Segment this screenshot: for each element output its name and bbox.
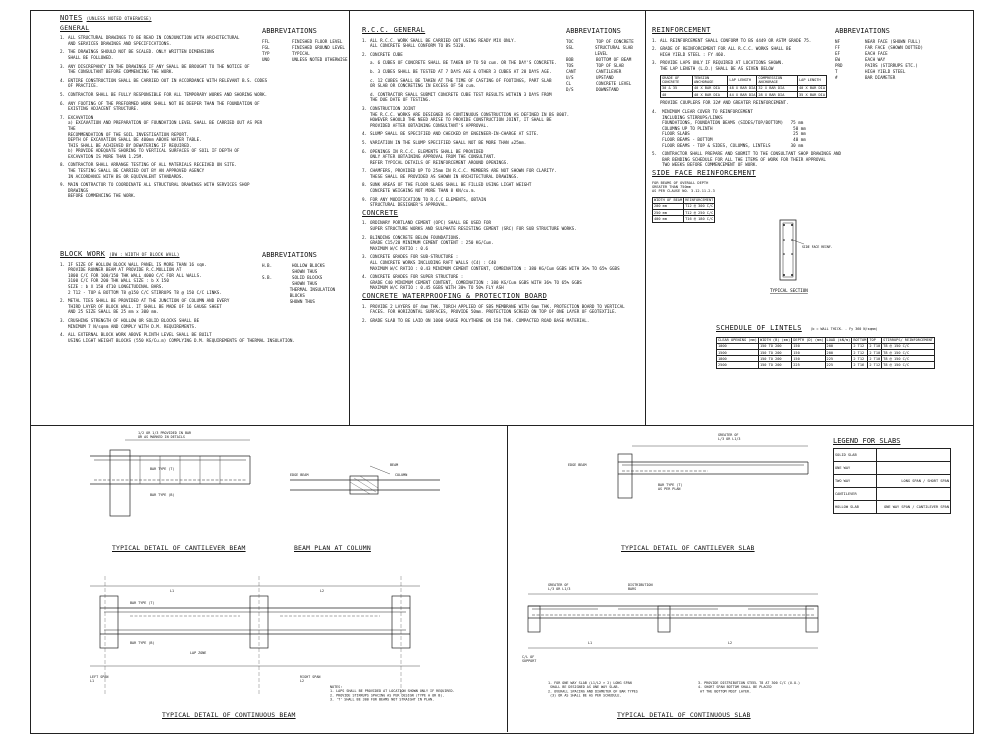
abbr-row: H.B. HOLLOW BLOCKS SHOWN THUS bbox=[262, 263, 325, 274]
rcc-note-item: 8. SUNK AREAS OF THE FLOOR SLABS SHALL BE FILLED USING LIGHT WEIGHT CONCRETE WEIGHING NOT MORE THAN 8 KN/cu.m. bbox=[362, 182, 532, 194]
rebar-dot bbox=[783, 239, 785, 241]
abbr-row: TYP TYPICAL bbox=[262, 51, 310, 56]
cont-slab-support bbox=[806, 606, 818, 632]
cts-l1: L1 bbox=[588, 641, 593, 645]
lintel-header: DEPTH (D) (mm) bbox=[793, 338, 824, 343]
lintel-header: BOTTOM bbox=[853, 338, 867, 343]
waterproof-note-item: 1. PROVIDE 2 LAYERS OF 4mm THK. TORCH APPLIED OF SBS MEMBRANE WITH 6mm THK. PROTECTION BOARD TO VERTICAL FACES. FOR HORIZONTAL SURFACES, PROVIDE 50mm. PROTECTION SCREED ON TOP OF ONE LAYER OF GEOTEXTILE. bbox=[362, 303, 625, 315]
abbr-row: THERMAL INSULATION BLOCKS SHOWN THUS bbox=[289, 287, 336, 304]
hatch bbox=[350, 482, 370, 494]
cts-support: C/L OF SUPPORT bbox=[522, 655, 537, 664]
section-stirrup bbox=[783, 223, 793, 277]
cb-bar-top: BAR TYPE (T) bbox=[150, 467, 175, 471]
concrete-note-item: 1. ORDINARY PORTLAND CEMENT (OPC) SHALL BE USED FOR SUPER STRUCTURE WORKS AND SULPHATE RESISTING CEMENT (SRC) FOR SUB STRUCTURE WORKS. bbox=[362, 220, 577, 232]
bp-beam: BEAM bbox=[390, 463, 399, 467]
abbr-block bbox=[262, 252, 348, 305]
bp-col: COLUMN bbox=[395, 473, 408, 477]
general-list bbox=[60, 35, 270, 199]
cts-notes: 1. FOR ONE WAY SLAB (L1/L2 > 2) LONG SPAN SHALL BE DESIGNED AS ONE WAY SLAB. 2. OVERALL SPACING AND DIAMETER OF BAR TYPES (3) OR AS SHALL BE AS PER SCHEDULE. bbox=[548, 681, 638, 698]
rcc-heading: R.C.C. GENERAL bbox=[362, 26, 426, 34]
side-face-header: REINFORCEMENT bbox=[685, 198, 714, 203]
rcc-note-item: 2. CONCRETE CUBE bbox=[362, 51, 403, 57]
rcc-note-item: b. 3 CUBES SHALL BE TESTED AT 7 DAYS AGE & OTHER 3 CUBES AT 28 DAYS AGE. bbox=[370, 68, 552, 74]
title-continuous-beam: TYPICAL DETAIL OF CONTINUOUS BEAM bbox=[162, 711, 296, 719]
shop-drawing-note: 5. CONTRACTOR SHALL PREPARE AND SUBMIT TO THE CONSULTANT SHOP DRAWINGS AND BAR BENDING SCHEDULE FOR ALL THE ITEMS OF WORK FOR THEIR APPROVAL TWO WEEKS BEFORE COMMENCEMENT OF WORK. bbox=[652, 151, 842, 168]
lintel-header: WIDTH (B) (mm) bbox=[759, 338, 791, 343]
cs-greater: GREATER OF L/3 OR L1/3 bbox=[718, 433, 741, 442]
lap-header: LAP LENGTH bbox=[728, 75, 757, 85]
side-face-row: 200 mm T12 @ 300 C/C bbox=[654, 204, 714, 209]
cont-beam-column bbox=[100, 596, 118, 648]
cont-notes: NOTES: 1. LAPS SHALL BE PROVIDED AT LOCATION SHOWN ONLY IF REQUIRED. 2. PROVIDE STIRRUPS SPACING AS PER DESIGN (TYPE A OR B). 3. 'T' SHALL BE 300 FOR BEAMS NOT STRAIGHT IN PLAN. bbox=[330, 685, 455, 702]
lintel-row: 1000 150 TO 200 150 200 2 T12 2 T10 T8 @ 150 C/C bbox=[717, 343, 935, 349]
cs-edge: EDGE BEAM bbox=[568, 463, 587, 467]
lintel-header: STIRRUPS/ REINFORCEMENT bbox=[883, 338, 933, 343]
lintel-table bbox=[716, 337, 935, 369]
abbr-row: T HIGH YIELD STEEL bbox=[835, 69, 906, 74]
title-continuous-slab: TYPICAL DETAIL OF CONTINUOUS SLAB bbox=[617, 711, 751, 719]
cont-slab-support bbox=[658, 606, 670, 632]
lap-table bbox=[660, 75, 827, 99]
block-heading: BLOCK WORK (BW : WIDTH OF BLOCK WALL) bbox=[60, 250, 180, 258]
general-note-item: 2. THE DRAWINGS SHOULD NOT BE SCALED. ONLY WRITTEN DIMENSIONS SHALL BE FOLLOWED. bbox=[60, 49, 215, 60]
rebar-dot bbox=[783, 274, 785, 276]
concrete-note-item: 2. BLINDING CONCRETE BELOW FOUNDATIONS. GRADE C15/20 MINIMUM CEMENT CONTENT : 250 KG/Cum. MAXIMUM W/C RATIO : 0.6 bbox=[362, 234, 494, 251]
cont-lap: LAP ZONE bbox=[190, 651, 207, 655]
concrete-note-item: 4. CONCRETE GRADES FOR SUPER STRUCTURE : GRADE C40 MINIMUM CEMENT CONTENT, COMBINATION : 380 KG/Cum GGBS WITH 36% TO 65% GGBS MAXIMUM W/C RATIO : 0.45 GGBS WITH 30% TO 50% FLY ASH bbox=[362, 274, 582, 291]
waterproof-heading: CONCRETE WATERPROOFING & PROTECTION BOARD bbox=[362, 291, 548, 300]
abbr-row: CL CONCRETE LEVEL bbox=[566, 81, 632, 86]
cont-span-l1: L1 bbox=[170, 589, 175, 593]
abbr-row: # BAR DIAMETER bbox=[835, 75, 896, 80]
abbr-row: SSL STRUCTURAL SLAB LEVEL bbox=[566, 45, 633, 56]
cb-top-note: 1/2 OR 1/3 PROVIDED IN BAR OR AS MARKED IN DETAILS bbox=[138, 431, 192, 440]
general-note-item: 1. ALL STRUCTURAL DRAWINGS TO BE READ IN CONJUNCTION WITH ARCHITECTURAL AND SERVICES DRAWINGS AND SPECIFICATIONS. bbox=[60, 35, 240, 46]
general-heading: GENERAL bbox=[60, 23, 90, 32]
abbr-row: BOB BOTTOM OF BEAM bbox=[566, 57, 632, 62]
cb-bar-bot: BAR TYPE (B) bbox=[150, 493, 175, 497]
rcc-note-item: 6. OPENINGS IN R.C.C. ELEMENTS SHALL BE PROVIDED ONLY AFTER OBTAINING APPROVAL FROM THE CONSULTANT. REFER TYPICAL DETAILS OF REINFORCEMENT AROUND OPENINGS. bbox=[362, 148, 509, 165]
block-note-item: 3. CRUSHING STRENGTH OF HOLLOW OR SOLID BLOCKS SHALL BE MINIMUM 7 N/sqmm AND COMPLY WITH D.M. REQUIREMENTS. bbox=[60, 317, 200, 329]
lintel-header: TOP bbox=[868, 337, 882, 343]
lintel-note: (b = WALL THICK. - Fy 360 N/sqmm) bbox=[810, 327, 878, 331]
rcc-note-item: 5. VARIATION IN THE SLUMP SPECIFIED SHALL NOT BE MORE THAN ±25mm. bbox=[362, 139, 527, 145]
abbr-heading: ABBREVIATIONS bbox=[262, 251, 317, 259]
title-cantilever-beam: TYPICAL DETAIL OF CANTILEVER BEAM bbox=[112, 544, 246, 552]
abbr-row: FF FAR FACE (SHOWN DOTTED) bbox=[835, 45, 923, 50]
block-note-item: 1. IF SIZE OF HOLLOW BLOCK WALL PANEL IS MORE THAN 16 sqm. PROVIDE RUNNER BEAM AT PROVIDE R.C.MULLION AT 1800 C/C FOR 100/150 THK WALL 4000 C/C FOR ALL WALLS. 3100 C/C FOR 200 THK WALL SIZE : b X 150 SIZE : b X 150 4T10 LONGITUDINAL BARS. 2 T12 - TOP & BOTTOM T8 @150 C/C STIRRUPS T8 @ 150 C/C LINKS. bbox=[60, 261, 222, 295]
side-face-note: FOR BEAMS OF OVERALL DEPTH GREATER THAN 750mm AS PER CLAUSE NO. 3.12.11.2.3 bbox=[652, 180, 715, 194]
legend-heading: LEGEND FOR SLABS bbox=[833, 437, 901, 445]
rcc-note-item: 1. ALL R.C.C. WORK SHALL BE CARRIED OUT USING READY MIX ONLY. ALL CONCRETE SHALL CONFORM TO BS 5328. bbox=[362, 37, 517, 49]
rcc-note-item: a. 6 CUBES OF CONCRETE SHALL BE TAKEN UP TO 50 cum. OR THE DAY'S CONCRETE. bbox=[370, 60, 557, 66]
side-face-table bbox=[652, 197, 715, 223]
legend-row: SOLID SLAB bbox=[834, 449, 951, 462]
typical-section-title: TYPICAL SECTION bbox=[770, 288, 808, 293]
legend-row: CANTILEVER bbox=[834, 488, 951, 501]
general-note-item: 5. CONTRACTOR SHALL BE FULLY RESPONSIBLE FOR ALL TEMPORARY WORKS AND SHORING WORK. bbox=[60, 91, 268, 97]
cont-bar-top: BAR TYPE (T) bbox=[130, 601, 155, 605]
lintel-header: CLEAR OPENING (mm) bbox=[718, 338, 757, 343]
leader bbox=[370, 466, 390, 474]
lintel-row: 1800 150 TO 200 150 225 2 T12 2 T10 T8 @ 150 C/C bbox=[717, 356, 935, 362]
general-note-item: 3. ANY DISCREPANCY IN THE DRAWINGS IF ANY SHALL BE BROUGHT TO THE NOTICE OF THE CONSULTANT BEFORE COMMENCING THE WORK. bbox=[60, 63, 250, 75]
abbr-row: NF NEAR FACE (SHOWN FULL) bbox=[835, 39, 921, 44]
reinf-note-item: 2. GRADE OF REINFORCEMENT FOR ALL R.C.C. WORKS SHALL BE HIGH YIELD STEEL : FY 460. bbox=[652, 46, 792, 57]
cont-span-l2: L2 bbox=[320, 589, 325, 593]
rcc-note-item: 4. SLUMP SHALL BE SPECIFIED AND CHECKED BY ENGINEER-IN-CHARGE AT SITE. bbox=[362, 131, 539, 137]
abbr-heading: ABBREVIATIONS bbox=[262, 27, 317, 35]
rcc-note-item: 3. CONSTRUCTION JOINT THE R.C.C. WORKS ARE DESIGNED AS CONTINUOUS CONSTRUCTION AS DEFINED IN BS 8007. HOWEVER SHOULD THE NEED ARISE TO PROVIDE CONSTRUCTION JOINT, IT SHALL BE PROVIDED AFTER OBTAINING CONSULTANT'S APPROVAL. bbox=[362, 105, 570, 128]
side-face-header: WIDTH OF BEAM bbox=[654, 198, 683, 203]
waterproof-note-item: 2. GRADE SLAB TO BE LAID ON 1000 GAUGE POLYTHENE ON 150 THK. COMPACTED ROAD BASE MATERIAL. bbox=[362, 317, 590, 323]
abbr-row: CANT CANTILEVER bbox=[566, 69, 622, 74]
abbr-row: S.B. SOLID BLOCKS SHOWN THUS bbox=[262, 275, 323, 286]
coupler-note: PROVIDE COUPLERS FOR 32# AND GREATER REINFORCEMENT. bbox=[660, 100, 789, 106]
cont-right: RIGHT SPAN L2 bbox=[300, 675, 321, 684]
general-note-item: 7. EXCAVATION a) EXCAVATION AND PREPARATION OF FOUNDATION LEVEL SHALL BE CARRIED OUT AS PER THE RECOMMENDATION OF THE SOIL INVESTIGATION REPORT. DEPTH OF EXCAVATION SHALL BE 400mm ABOVE WATER TABLE. THIS SHALL BE ACHIEVED BY DEWATERING IF REQUIRED. b) PROVIDE ADEQUATE SHORING TO VERTICAL SURFACES OF SOIL IF DEPTH OF EXCAVATION IS MORE THAN 1.25M. bbox=[60, 114, 263, 159]
lintel-heading: SCHEDULE OF LINTELS bbox=[716, 324, 802, 332]
legend-row: TWO WAY LONG SPAN / SHORT SPAN bbox=[834, 475, 951, 488]
abbr-row: D/S DOWNSTAND bbox=[566, 87, 619, 92]
side-face-heading: SIDE FACE REINFORCEMENT bbox=[652, 168, 756, 177]
rcc-note-item: d. CONTRACTOR SHALL SUBMIT CONCRETE CUBE TEST RESULTS WITHIN 3 DAYS FROM THE DUE DATE OF TESTING. bbox=[370, 91, 552, 103]
divider-1 bbox=[349, 10, 350, 425]
rcc-note-item: c. 12 CUBES SHALL BE TAKEN AT THE TIME OF CASTING OF FOOTINGS, PART SLAB OR SLAB OR CONCRETING IN EXCESS OF 50 cum. bbox=[370, 77, 552, 89]
title-beam-plan: BEAM PLAN AT COLUMN bbox=[294, 544, 371, 552]
legend-row: ONE WAY bbox=[834, 462, 951, 475]
rebar-dot bbox=[791, 253, 793, 255]
concrete-note-item: 3. CONCRETE GRADES FOR SUB-STRUCTURE : ALL CONCRETE WORKS INCLUDING RAFT WALLS (C4) : C40 MAXIMUM W/C RATIO : 0.43 MINIMUM CEMENT CONTENT, COMBINATION : 380 KG/Cum GGBS WITH 36% TO 65% GGBS bbox=[362, 254, 620, 271]
rebar-dot bbox=[783, 224, 785, 226]
rebar-dot bbox=[783, 253, 785, 255]
cts-l2: L2 bbox=[728, 641, 733, 645]
concrete-heading: CONCRETE bbox=[362, 208, 399, 217]
bp-edge: EDGE BEAM bbox=[290, 473, 309, 477]
side-face-row: 250 mm T12 @ 250 C/C bbox=[654, 210, 714, 215]
block-note-item: 4. ALL EXTERNAL BLOCK WORK ABOVE PLINTH LEVEL SHALL BE BUILT USING LIGHT WEIGHT BLOCKS (550 KG/Cu.m) COMPLYING D.M. REQUIREMENTS OF THERMAL INSULATION. bbox=[60, 332, 295, 343]
abbr-general bbox=[262, 28, 348, 63]
cont-bar-bot: BAR TYPE (B) bbox=[130, 641, 155, 645]
abbr-row: U/S UPSTAND bbox=[566, 75, 614, 80]
general-note-item: 4. ENTIRE CONSTRUCTION SHALL BE CARRIED OUT IN ACCORDANCE WITH RELEVANT B.S. CODES OF PRACTICE. bbox=[60, 77, 268, 89]
rebar-dot bbox=[791, 224, 793, 226]
side-face-label: SIDE FACE REINF. bbox=[802, 245, 833, 249]
cant-slab-support bbox=[618, 454, 632, 498]
cont-left: LEFT SPAN L1 bbox=[90, 675, 109, 684]
slab-drawings bbox=[508, 426, 828, 731]
legend-table bbox=[833, 448, 951, 514]
abbr-row: PRD PAIRS (STIRRUPS ETC.) bbox=[835, 63, 918, 68]
cont-slab-support bbox=[528, 606, 540, 632]
typical-section-drawing bbox=[760, 214, 840, 294]
general-note-item: 6. ANY FOOTING OF THE PREFORMED WORK SHALL NOT BE DEEPER THAN THE FOUNDATION OF EXISTING ADJACENT STRUCTURE. bbox=[60, 100, 260, 112]
general-note-item: 8. CONTRACTOR SHALL ARRANGE TESTING OF ALL MATERIALS RECEIVED ON SITE. THE TESTING SHALL BE CARRIED OUT BY AN APPROVED AGENCY IN ACCORDANCE WITH BS OR EQUIVALENT STANDARDS. bbox=[60, 162, 237, 179]
cts-greater: GREATER OF L/3 OR L1/3 bbox=[548, 583, 571, 592]
notes-title: NOTES (UNLESS NOTED OTHERWISE) bbox=[60, 14, 152, 22]
lap-row: 40 40 X BAR DIA 44 X BAR DIA 28 X BAR DIA 35 X BAR DIA bbox=[662, 92, 825, 97]
general-note-item: 9. MAIN CONTRACTOR TO COORDINATE ALL STRUCTURAL DRAWINGS WITH SERVICES SHOP DRAWINGS BEFORE COMMENCING THE WORK. bbox=[60, 182, 250, 199]
abbr-heading: ABBREVIATIONS bbox=[566, 27, 621, 35]
rebar-dot bbox=[791, 274, 793, 276]
beam-drawings bbox=[30, 426, 507, 731]
lap-header: LAP LENGTH bbox=[798, 75, 827, 85]
lintel-row: 2500 150 TO 200 225 225 2 T16 2 T12 T8 @ 150 C/C bbox=[717, 362, 935, 368]
lintel-row: 1500 150 TO 200 150 200 2 T12 2 T10 T8 @ 150 C/C bbox=[717, 350, 935, 356]
notes-panel bbox=[60, 16, 270, 202]
abbr-heading: ABBREVIATIONS bbox=[835, 27, 890, 35]
lap-header: TENSION ANCHORAGE bbox=[692, 75, 727, 85]
reinf-note-item: 1. ALL REINFORCEMENT SHALL CONFORM TO BS 4449 OR ASTM GRADE 75. bbox=[652, 37, 812, 43]
legend-row: HOLLOW SLAB ONE WAY SPAN / CANTILEVER SPAN bbox=[834, 501, 951, 514]
leader-line bbox=[793, 240, 804, 244]
reinf-heading: REINFORCEMENT bbox=[652, 26, 711, 34]
abbr-row: EF EACH FACE bbox=[835, 51, 888, 56]
abbr-row: TOC TOP OF CONCRETE bbox=[566, 39, 634, 44]
cs-bar: BAR TYPE (T) AS PER PLAN bbox=[658, 483, 683, 492]
lintel-header: LOAD (kN/m) bbox=[826, 338, 851, 343]
lap-header: COMPRESSION ANCHORAGE bbox=[757, 75, 798, 85]
legend-slabs bbox=[833, 437, 956, 514]
side-face-row: 400 mm T16 @ 180 C/C bbox=[654, 216, 714, 221]
lap-row: 30 & 35 40 X BAR DIA 48 X BAR DIA 32 X BAR DIA 40 X BAR DIA bbox=[662, 86, 825, 91]
title-cantilever-slab: TYPICAL DETAIL OF CANTILEVER SLAB bbox=[621, 544, 755, 552]
reinforcement-panel bbox=[652, 26, 842, 223]
hatch bbox=[360, 476, 378, 488]
cts-dist: DISTRIBUTION BARS bbox=[628, 583, 653, 592]
rebar-dot bbox=[791, 239, 793, 241]
abbr-row: UNO UNLESS NOTED OTHERWISE bbox=[262, 57, 348, 62]
section-outline bbox=[780, 220, 796, 280]
rcc-note-item: 9. FOR ANY MODIFICATION TO R.C.C ELEMENTS, OBTAIN STRUCTURAL DESIGNER'S APPROVAL. bbox=[362, 196, 486, 208]
reinf-note-item: 3. PROVIDE LAPS ONLY IF REQUIRED AT LOCATIONS SHOWN. THE LAP LENGTH (L.D.) SHALL BE AS GIVEN BELOW bbox=[652, 60, 784, 71]
cts-notes2: 3. PROVIDE DISTRIBUTION STEEL T8 AT 300 C/C (U.O.) 4. SHORT SPAN BOTTOM SHALL BE PLACED AT THE BOTTOM MOST LAYER. bbox=[698, 681, 801, 694]
lap-header: GRADE OF CONCRETE bbox=[661, 75, 693, 85]
abbr-row: FFL FINISHED FLOOR LEVEL bbox=[262, 39, 343, 44]
abbr-row: EW EACH WAY bbox=[835, 57, 886, 62]
abbr-row: TOS TOP OF SLAB bbox=[566, 63, 624, 68]
lintel-panel bbox=[716, 326, 956, 369]
abbr-reinf bbox=[835, 28, 955, 81]
abbr-rcc bbox=[566, 28, 646, 93]
block-note-item: 2. METAL TIES SHALL BE PROVIDED AT THE JUNCTION OF COLUMN AND EVERY THIRD LAYER OF BLOCK WALL. IT SHALL BE MADE OF 16 GAUGE SHEET AND 25 SIZE SHALL BE 25 mm x 300 mm. bbox=[60, 298, 230, 315]
abbr-row: FGL FINISHED GROUND LEVEL bbox=[262, 45, 345, 50]
rcc-note-item: 7. CHAMFERS, PROVIDED UP TO 25mm IN R.C.C. MEMBERS ARE NOT SHOWN FOR CLARITY. THESE SHALL BE PROVIDED AS SHOWN IN ARCHITECTURAL DRAWINGS. bbox=[362, 168, 557, 179]
cover-note: 4. MINIMUM CLEAR COVER TO REINFORCEMENT INCLUDING STIRRUPS/LINKS FOUNDATIONS, FOUNDATION BEAMS (SIDES/TOP/BOTTOM) 75 mm COLUMNS UP TO PLINTH 50 mm FLOOR SLABS 25 mm FLOOR BEAMS - BOTTOM 40 mm FLOOR BEAMS - TOP & SIDES, COLUMNS, LINTELS 30 mm bbox=[652, 108, 806, 148]
